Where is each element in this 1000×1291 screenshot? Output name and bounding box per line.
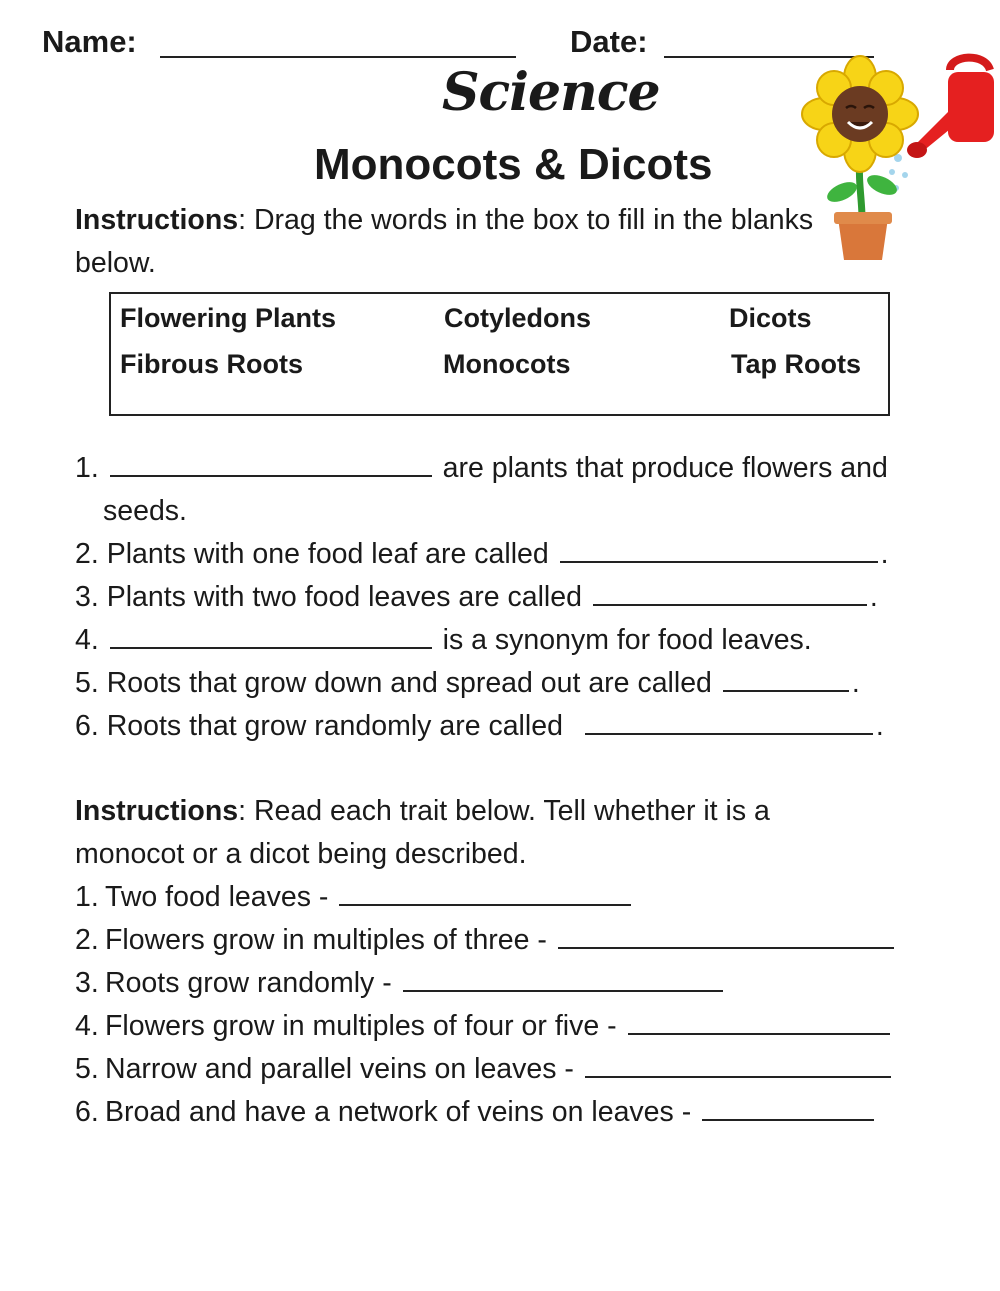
- trait-2: [75, 919, 897, 962]
- question-text: Plants with two food leaves are called: [106, 581, 582, 613]
- answer-blank[interactable]: [723, 662, 849, 692]
- question-5: [75, 662, 860, 705]
- answer-blank[interactable]: [702, 1091, 874, 1121]
- question-4: [75, 619, 812, 662]
- question-number: 1.: [75, 452, 99, 484]
- question-number: 6.: [75, 710, 99, 742]
- question-number: 5.: [75, 667, 99, 699]
- subject-heading: Science: [442, 62, 660, 123]
- question-end: .: [851, 667, 860, 699]
- answer-blank[interactable]: [628, 1005, 890, 1035]
- trait-text: Flowers grow in multiples of three -: [105, 924, 547, 956]
- question-number: 3.: [75, 581, 99, 613]
- question-end: .: [875, 710, 884, 742]
- trait-text: Two food leaves -: [105, 881, 329, 913]
- trait-3: [75, 962, 726, 1005]
- trait-number: 1.: [75, 881, 99, 913]
- answer-blank[interactable]: [560, 533, 878, 563]
- answer-blank[interactable]: [403, 962, 723, 992]
- question-number: 4.: [75, 624, 99, 656]
- question-text: Plants with one food leaf are called: [106, 538, 549, 570]
- word-chip[interactable]: Monocots: [443, 349, 571, 379]
- question-text: are plants that produce flowers and: [442, 452, 888, 484]
- instructions-2-label: Instructions: [75, 795, 239, 827]
- question-end: .: [880, 538, 889, 570]
- trait-number: 6.: [75, 1096, 99, 1128]
- date-label: Date:: [570, 24, 648, 59]
- trait-5: [75, 1048, 894, 1091]
- word-chip[interactable]: Cotyledons: [444, 303, 592, 333]
- trait-text: Broad and have a network of veins on leaves -: [105, 1096, 692, 1128]
- name-field[interactable]: [160, 56, 516, 58]
- answer-blank[interactable]: [593, 576, 867, 606]
- answer-blank[interactable]: [339, 876, 631, 906]
- answer-blank[interactable]: [585, 705, 873, 735]
- question-6: [75, 705, 884, 748]
- word-chip[interactable]: Tap Roots: [731, 349, 861, 379]
- trait-text: Roots grow randomly -: [105, 967, 392, 999]
- question-1-continuation: seeds.: [103, 495, 187, 527]
- watering-can-icon: [907, 58, 994, 158]
- instructions-2-text: : Read each trait below. Tell whether it is a monocot or a dicot being described.: [75, 795, 770, 870]
- trait-4: [75, 1005, 893, 1048]
- name-label: Name:: [42, 24, 137, 59]
- instructions-1-text: : Drag the words in the box to fill in the blanks below.: [75, 204, 814, 279]
- question-1: [75, 447, 888, 490]
- trait-1: [75, 876, 634, 919]
- answer-blank[interactable]: [110, 447, 432, 477]
- answer-blank[interactable]: [110, 619, 432, 649]
- trait-number: 4.: [75, 1010, 99, 1042]
- question-text: is a synonym for food leaves.: [442, 624, 812, 656]
- page-title: Monocots & Dicots: [314, 140, 713, 189]
- word-chip[interactable]: Flowering Plants: [120, 303, 337, 333]
- trait-number: 5.: [75, 1053, 99, 1085]
- answer-blank[interactable]: [585, 1048, 891, 1078]
- instructions-1-label: Instructions: [75, 204, 239, 236]
- question-2: [75, 533, 889, 576]
- question-end: .: [869, 581, 878, 613]
- question-text: Roots that grow randomly are called: [106, 710, 563, 742]
- trait-number: 3.: [75, 967, 99, 999]
- word-chip[interactable]: Fibrous Roots: [120, 349, 303, 379]
- word-chip[interactable]: Dicots: [729, 303, 812, 333]
- answer-blank[interactable]: [558, 919, 894, 949]
- instructions-2: [75, 790, 855, 876]
- trait-text: Flowers grow in multiples of four or five -: [105, 1010, 617, 1042]
- trait-6: [75, 1091, 877, 1134]
- question-text: Roots that grow down and spread out are called: [106, 667, 712, 699]
- question-number: 2.: [75, 538, 99, 570]
- trait-text: Narrow and parallel veins on leaves -: [105, 1053, 574, 1085]
- instructions-1: [75, 199, 855, 285]
- trait-number: 2.: [75, 924, 99, 956]
- question-3: [75, 576, 878, 619]
